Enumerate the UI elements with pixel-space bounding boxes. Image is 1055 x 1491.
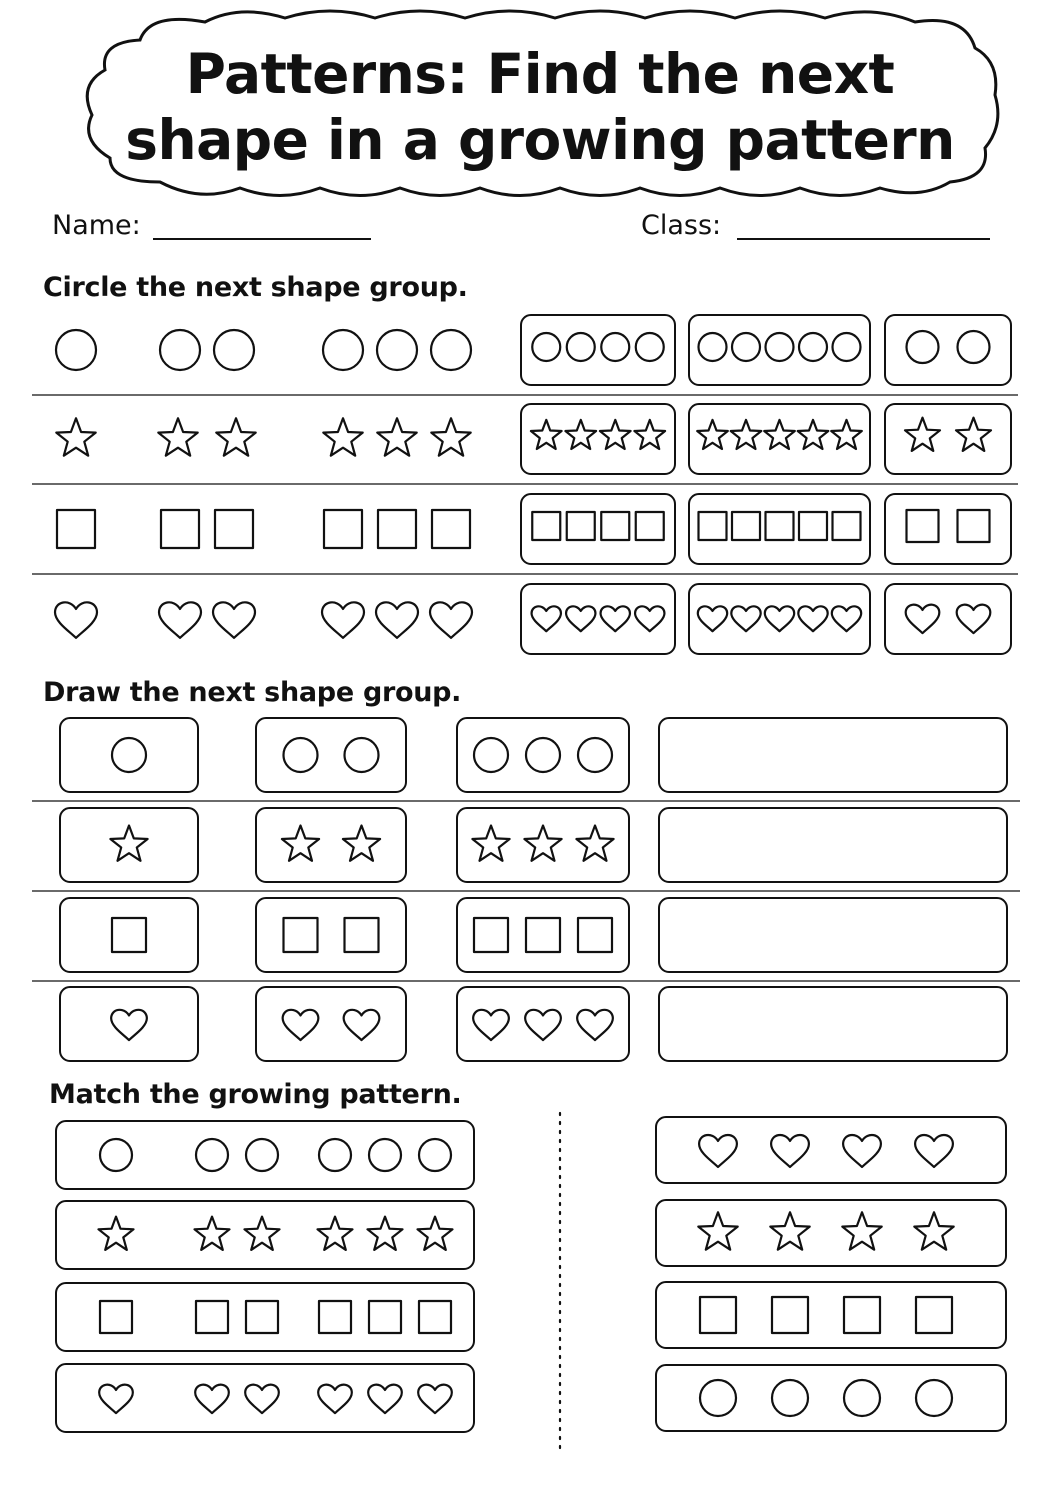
draw-answer-box[interactable] (659, 718, 1007, 792)
match-left-square (100, 1301, 451, 1333)
heart-icon (532, 606, 561, 631)
square-icon (284, 918, 318, 952)
star-icon (368, 1217, 403, 1250)
circle-icon (567, 333, 595, 361)
square-icon (474, 918, 508, 952)
circle-icon (369, 1139, 401, 1171)
circle-icon (474, 738, 508, 772)
square-icon (324, 510, 362, 548)
match-left-card[interactable] (56, 1364, 474, 1432)
worksheet-title-line-2: shape in a growing pattern (125, 108, 955, 172)
heart-icon (159, 602, 201, 638)
pattern-step-box (457, 898, 629, 972)
star-icon (110, 826, 147, 861)
star-icon (99, 1217, 134, 1250)
square-icon (419, 1301, 451, 1333)
star-icon (377, 418, 416, 455)
heart-icon (318, 1385, 352, 1413)
pattern-step-box (457, 808, 629, 882)
heart-icon (213, 602, 255, 638)
circle-icon (907, 331, 939, 363)
star-icon (697, 420, 728, 449)
circle-icon (377, 330, 417, 370)
heart-icon (566, 606, 595, 631)
square-icon (799, 512, 827, 540)
star-icon (195, 1217, 230, 1250)
square-icon (378, 510, 416, 548)
star-icon (600, 420, 631, 449)
square-icon (57, 510, 95, 548)
star-icon (956, 418, 991, 451)
heart-icon (798, 606, 827, 631)
star-icon (576, 826, 613, 861)
star-icon (565, 420, 596, 449)
draw-row-circle (112, 738, 612, 772)
heart-icon (731, 606, 760, 631)
star-icon (842, 1212, 881, 1249)
star-icon (418, 1217, 453, 1250)
match-left-circle (100, 1139, 451, 1171)
heart-icon (430, 602, 472, 638)
draw-answer-box[interactable] (659, 987, 1007, 1061)
match-section-instruction: Match the growing pattern. (49, 1079, 462, 1110)
match-left-card[interactable] (56, 1283, 474, 1351)
match-left-heart (99, 1385, 452, 1413)
square-icon (112, 918, 146, 952)
answer-option-box[interactable] (885, 584, 1011, 654)
square-icon (578, 918, 612, 952)
heart-icon (344, 1010, 380, 1040)
pattern-step-box (256, 808, 406, 882)
square-icon (958, 510, 990, 542)
heart-icon (957, 605, 991, 633)
square-icon (700, 1297, 736, 1333)
circle-icon (112, 738, 146, 772)
answer-option-box[interactable] (521, 494, 675, 564)
answer-option-box[interactable] (689, 404, 870, 474)
square-icon (345, 918, 379, 952)
pattern-step-box (457, 718, 629, 792)
square-icon (772, 1297, 808, 1333)
star-icon (216, 418, 255, 455)
heart-icon (635, 606, 664, 631)
heart-icon (699, 1135, 737, 1167)
name-label: Name: (52, 210, 141, 241)
pattern-step-box (256, 987, 406, 1061)
star-icon (914, 1212, 953, 1249)
answer-option-box[interactable] (689, 584, 870, 654)
heart-icon (195, 1385, 229, 1413)
circle-icon (833, 333, 861, 361)
circle-icon (160, 330, 200, 370)
circle-icon (431, 330, 471, 370)
worksheet-title-line-1: Patterns: Find the next (185, 42, 895, 106)
match-right-card[interactable] (656, 1200, 1006, 1266)
square-icon (432, 510, 470, 548)
circle-icon (319, 1139, 351, 1171)
answer-option-box[interactable] (521, 315, 675, 385)
pattern-step-box (457, 987, 629, 1061)
draw-answer-box[interactable] (659, 808, 1007, 882)
heart-icon (915, 1135, 953, 1167)
heart-icon (698, 606, 727, 631)
heart-icon (322, 602, 364, 638)
draw-row-star (110, 826, 613, 861)
circle-row-square (57, 510, 990, 548)
heart-icon (111, 1010, 147, 1040)
circle-row-heart (55, 602, 990, 638)
heart-icon (843, 1135, 881, 1167)
circle-row-circle (56, 330, 990, 370)
heart-icon (906, 605, 940, 633)
square-icon (844, 1297, 880, 1333)
answer-option-box[interactable] (689, 494, 870, 564)
star-icon (282, 826, 319, 861)
match-left-star (99, 1217, 453, 1250)
heart-icon (99, 1385, 133, 1413)
circle-icon (732, 333, 760, 361)
circle-icon (601, 333, 629, 361)
square-icon (601, 512, 629, 540)
match-left-card[interactable] (56, 1201, 474, 1269)
square-icon (196, 1301, 228, 1333)
star-icon (831, 420, 862, 449)
star-icon (343, 826, 380, 861)
star-icon (318, 1217, 353, 1250)
square-icon (567, 512, 595, 540)
draw-row-heart (111, 1010, 613, 1040)
circle-icon (772, 1380, 808, 1416)
star-icon (472, 826, 509, 861)
star-icon (634, 420, 665, 449)
star-icon (698, 1212, 737, 1249)
star-icon (56, 418, 95, 455)
answer-option-box[interactable] (885, 315, 1011, 385)
circle-icon (916, 1380, 952, 1416)
match-right-card[interactable] (656, 1282, 1006, 1348)
circle-icon (56, 330, 96, 370)
circle-icon (699, 333, 727, 361)
class-label: Class: (641, 210, 722, 241)
match-right-star (698, 1212, 953, 1249)
heart-icon (283, 1010, 319, 1040)
draw-answer-box[interactable] (659, 898, 1007, 972)
heart-icon (577, 1010, 613, 1040)
square-icon (319, 1301, 351, 1333)
star-icon (245, 1217, 280, 1250)
match-right-square (700, 1297, 952, 1333)
circle-icon (799, 333, 827, 361)
circle-icon (100, 1139, 132, 1171)
square-icon (699, 512, 727, 540)
circle-section-instruction: Circle the next shape group. (43, 272, 468, 303)
star-icon (524, 826, 561, 861)
draw-row-square (112, 918, 612, 952)
circle-icon (526, 738, 560, 772)
square-icon (907, 510, 939, 542)
square-icon (100, 1301, 132, 1333)
match-right-card[interactable] (656, 1117, 1006, 1183)
star-icon (731, 420, 762, 449)
star-icon (531, 420, 562, 449)
pattern-step-box (256, 898, 406, 972)
circle-icon (196, 1139, 228, 1171)
circle-icon (700, 1380, 736, 1416)
heart-icon (765, 606, 794, 631)
square-icon (369, 1301, 401, 1333)
class-write-line[interactable] (737, 238, 990, 240)
star-icon (431, 418, 470, 455)
answer-option-box[interactable] (885, 404, 1011, 474)
heart-icon (832, 606, 861, 631)
circle-icon (578, 738, 612, 772)
answer-option-box[interactable] (521, 584, 675, 654)
heart-icon (376, 602, 418, 638)
circle-icon (345, 738, 379, 772)
heart-icon (368, 1385, 402, 1413)
heart-icon (245, 1385, 279, 1413)
square-icon (246, 1301, 278, 1333)
pattern-step-box (60, 718, 198, 792)
heart-icon (525, 1010, 561, 1040)
match-right-circle (700, 1380, 952, 1416)
star-icon (798, 420, 829, 449)
match-right-heart (699, 1135, 953, 1167)
square-icon (526, 918, 560, 952)
circle-icon (766, 333, 794, 361)
circle-row-star (56, 418, 991, 456)
answer-option-box[interactable] (521, 404, 675, 474)
draw-section-instruction: Draw the next shape group. (43, 677, 462, 708)
pattern-step-box (60, 898, 198, 972)
circle-icon (844, 1380, 880, 1416)
match-left-card[interactable] (56, 1121, 474, 1189)
circle-icon (958, 331, 990, 363)
circle-icon (323, 330, 363, 370)
circle-icon (636, 333, 664, 361)
square-icon (161, 510, 199, 548)
star-icon (158, 418, 197, 455)
square-icon (766, 512, 794, 540)
answer-option-box[interactable] (689, 315, 870, 385)
star-icon (770, 1212, 809, 1249)
circle-icon (532, 333, 560, 361)
heart-icon (601, 606, 630, 631)
heart-icon (418, 1385, 452, 1413)
circle-icon (214, 330, 254, 370)
answer-option-box[interactable] (885, 494, 1011, 564)
star-icon (323, 418, 362, 455)
star-icon (764, 420, 795, 449)
heart-icon (771, 1135, 809, 1167)
heart-icon (473, 1010, 509, 1040)
star-icon (905, 418, 940, 451)
circle-icon (284, 738, 318, 772)
match-right-card[interactable] (656, 1365, 1006, 1431)
pattern-step-box (256, 718, 406, 792)
circle-icon (419, 1139, 451, 1171)
circle-icon (246, 1139, 278, 1171)
square-icon (636, 512, 664, 540)
pattern-step-box (60, 808, 198, 882)
square-icon (833, 512, 861, 540)
pattern-step-box (60, 987, 198, 1061)
heart-icon (55, 602, 97, 638)
square-icon (732, 512, 760, 540)
square-icon (215, 510, 253, 548)
name-write-line[interactable] (153, 238, 371, 240)
square-icon (532, 512, 560, 540)
square-icon (916, 1297, 952, 1333)
